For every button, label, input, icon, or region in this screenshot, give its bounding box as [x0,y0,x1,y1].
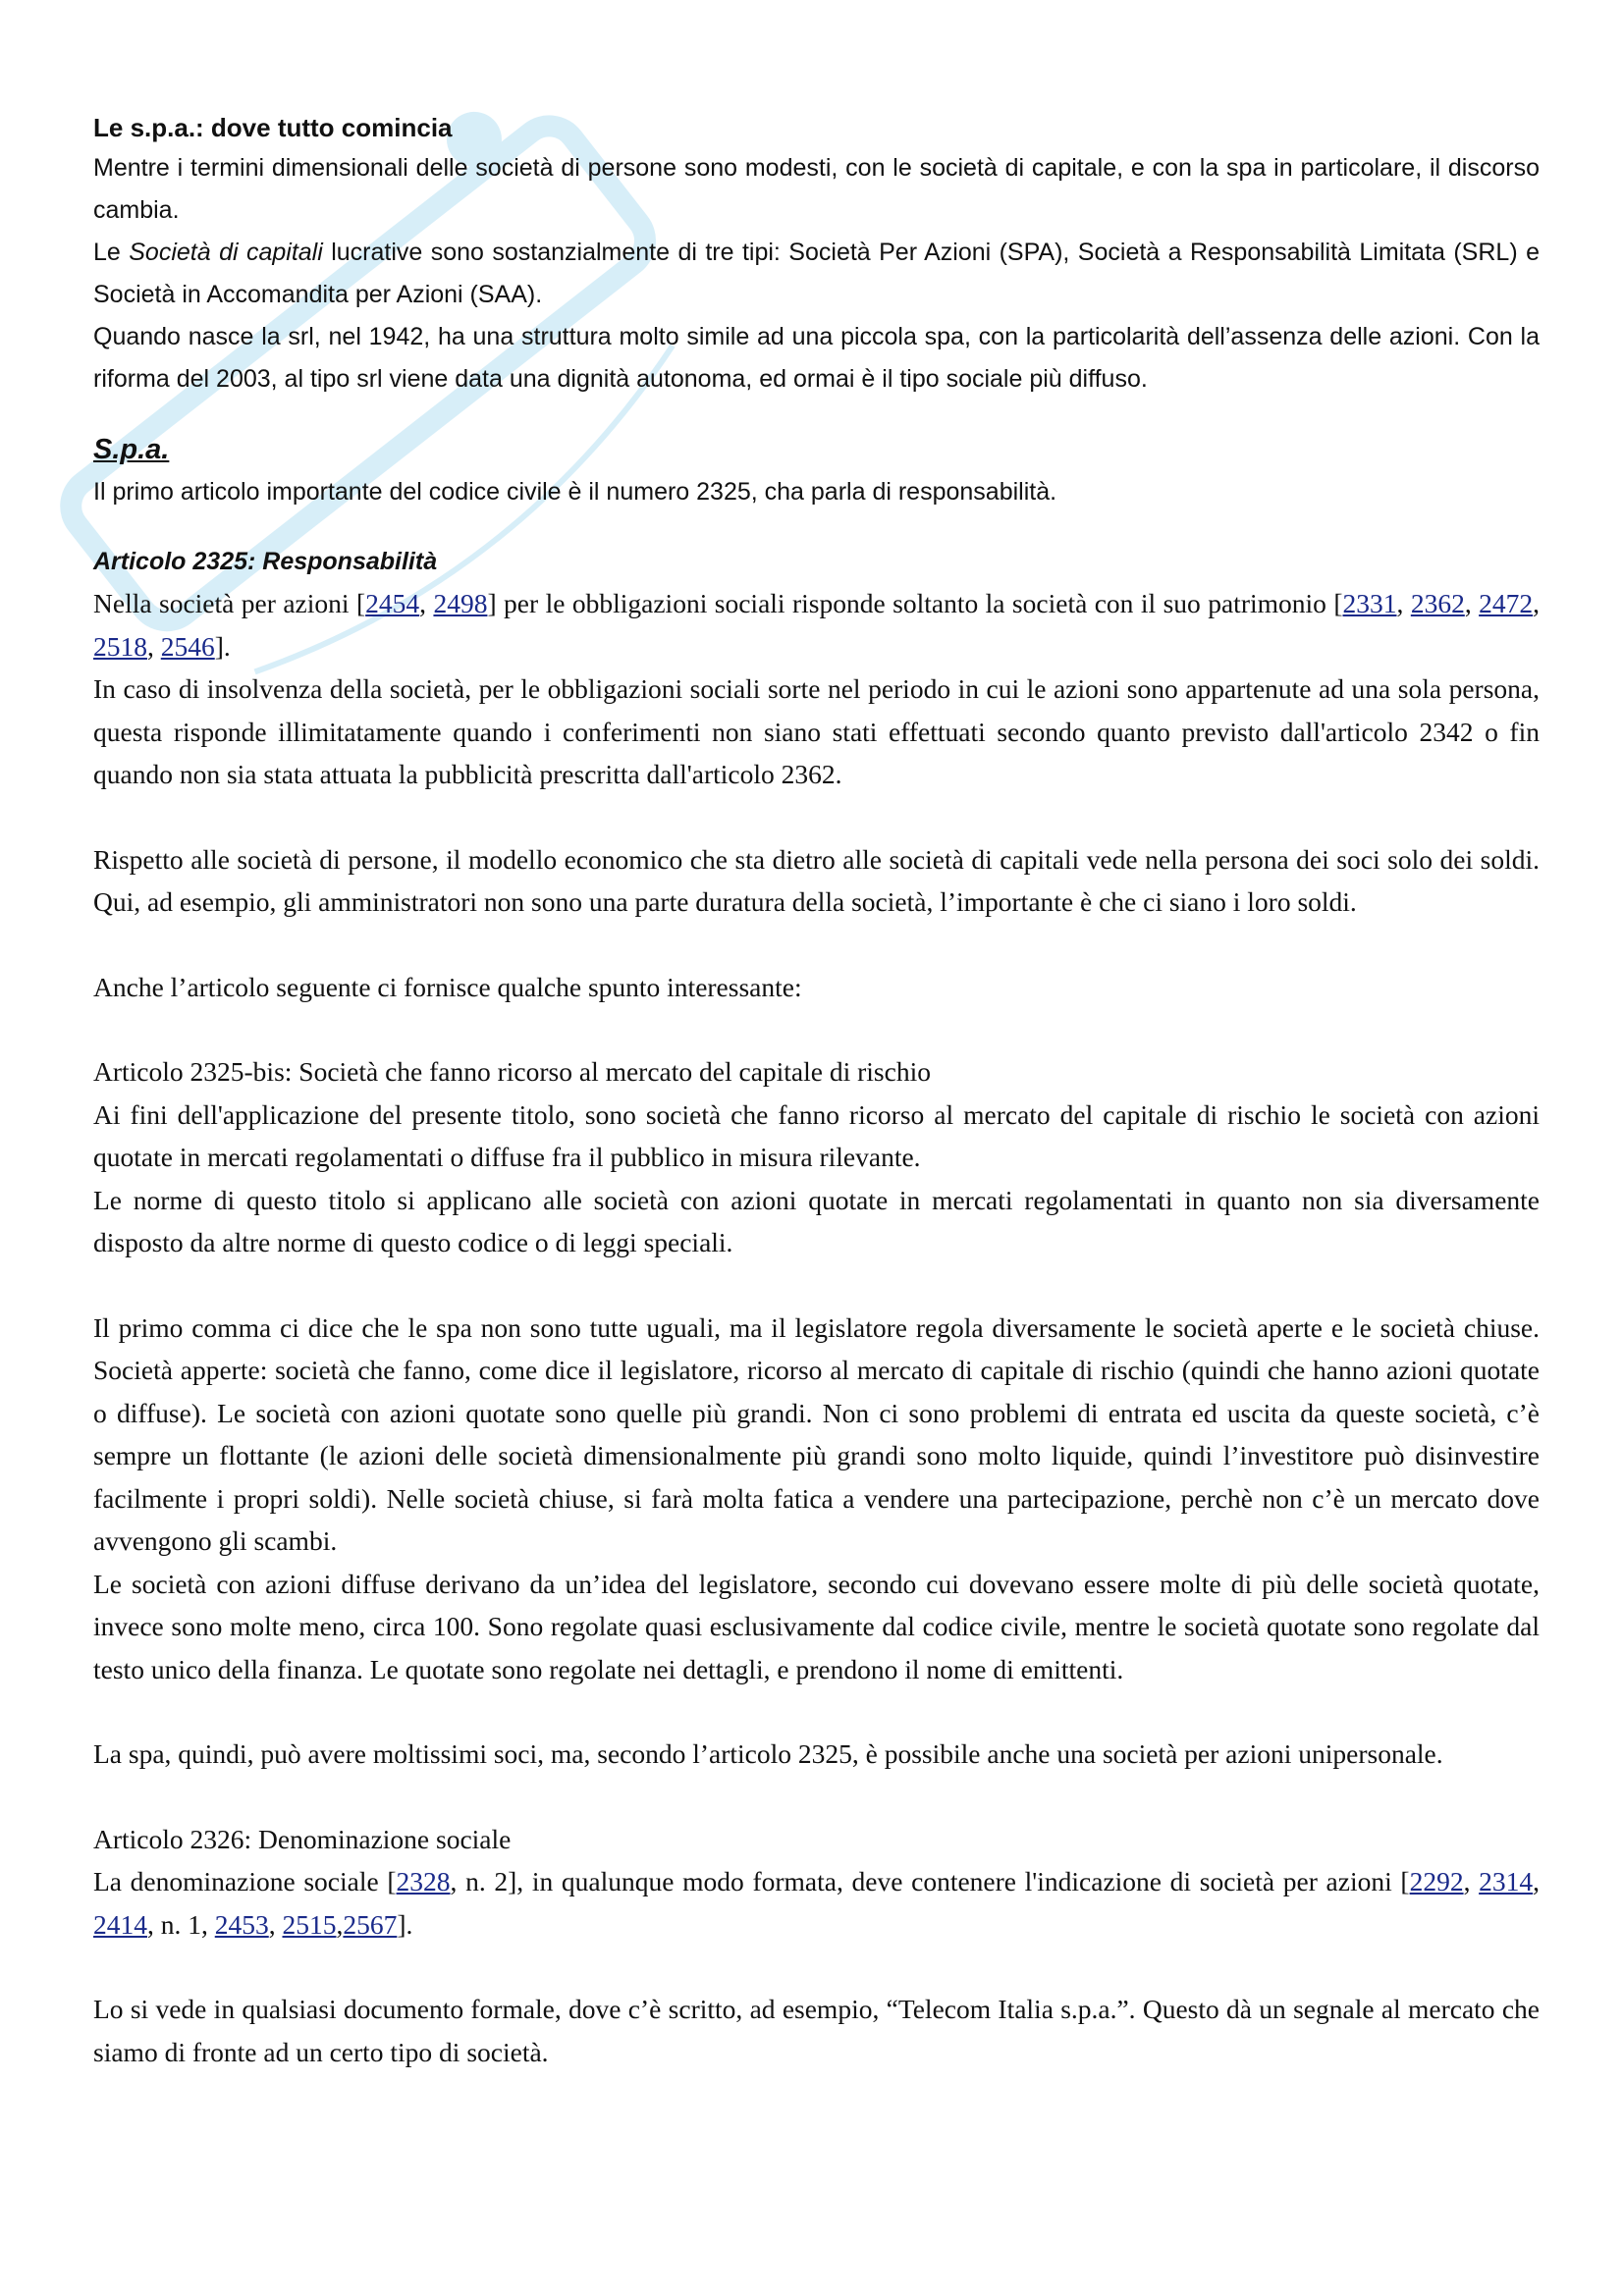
text-run: , [268,1908,283,1940]
document-content [93,108,1540,2073]
spacer [93,1264,1540,1307]
text-run: , [147,630,161,662]
text-run: , [336,1908,344,1940]
ref-link-2453[interactable]: 2453 [214,1908,269,1940]
intro-paragraph-3: Quando nasce la srl, nel 1942, ha una struttura molto simile ad una piccola spa, con la particolarità dell’assenza delle azioni. Con la riforma del 2003, al tipo srl viene data una dignità autonoma, ed ormai è il tipo sociale più diffuso. [93,323,1540,393]
intro-p2-suffix: lucrative sono sostanzialmente di tre tipi: Società Per Azioni (SPA), Società a Responsabilità Limitata (SRL) e Società in Accomandita per Azioni (SAA). [93,239,1540,308]
spacer [93,1008,1540,1050]
ref-link-2328[interactable]: 2328 [396,1866,451,1896]
ref-link-2414[interactable]: 2414 [93,1908,147,1940]
article-2325-heading: Articolo 2325: Responsabilità [93,548,438,575]
text-run: , n. 1, [147,1908,215,1940]
article-2325-bis-paragraph-1: Ai fini dell'applicazione del presente titolo, sono società che fanno ricorso al mercato del capitale di rischio le società con azioni quotate in mercati regolamentati o diffuse fra il pubblico in misura rilevante. [93,1098,1540,1172]
page-title: Le s.p.a.: dove tutto comincia [93,113,453,142]
body-paragraph-4: Le società con azioni diffuse derivano da un’idea del legislatore, secondo cui dovevano essere molte di più delle società quotate, invece sono molte meno, circa 100. Sono regolate quasi esclusivamente dal codice civile, mentre le società quotate sono regolate dal testo unico della finanza. Le quotate sono regolate nei dettagli, e prendono il nome di emittenti. [93,1568,1540,1684]
article-2325-paragraph-2: In caso di insolvenza della società, per le obbligazioni sociali sorte nel periodo in cui le azioni sono appartenute ad una sola persona, questa risponde illimitatamente quando i conferimenti non siano stati effettuati secondo quanto previsto dall'articolo 2342 o fin quando non sia stata attuata la pubblicità prescritta dall'articolo 2362. [93,673,1540,789]
text-run: Nella società per azioni [ [93,588,366,618]
text-run: , [1463,1866,1480,1896]
article-2326-paragraph-2: Lo si vede in qualsiasi documento formale, dove c’è scritto, ad esempio, “Telecom Italia s.p.a.”. Questo dà un segnale al mercato che siamo di fronte ad un certo tipo di società. [93,1994,1540,2067]
spa-paragraph: Il primo articolo importante del codice civile è il numero 2325, cha parla di responsabilità. [93,478,1057,506]
text-run: , [1533,1866,1541,1896]
text-run: ]. [214,630,231,662]
text-run: ]. [397,1908,413,1940]
article-2326-title: Articolo 2326: Denominazione sociale [93,1823,512,1854]
ref-link-2498[interactable]: 2498 [433,588,488,618]
article-2325-paragraph-1 [93,582,1540,667]
text-run: , [1464,588,1480,618]
body-paragraph-3: Il primo comma ci dice che le spa non sono tutte uguali, ma il legislatore regola diversamente le società aperte e le società chiuse. Società apperte: società che fanno, come dice il legislatore, ricorso al mercato di capitale di rischio (quindi che hanno azioni quotate o diffuse). Le società con azioni quotate sono quelle più grandi. Non ci sono problemi di entrata ed uscita da queste società, c’è sempre un flottante (le azioni delle società dimensionalmente più grandi sono molto liquide, quindi l’investitore può disinvestire facilmente i propri soldi). Nelle società chiuse, si farà molta fatica a vendere una partecipazione, perchè non c’è un mercato dove avvengono gli scambi. [93,1311,1540,1556]
intro-p2-prefix: Le [93,239,130,266]
article-2325-bis-title: Articolo 2325-bis: Società che fanno ricorso al mercato del capitale di rischio [93,1056,931,1087]
article-2325-bis-paragraph-2: Le norme di questo titolo si applicano alle società con azioni quotate in mercati regolamentati in quanto non sia diversamente disposto da altre norme di questo codice o di leggi speciali. [93,1184,1540,1257]
section-heading-spa: S.p.a. [93,434,170,465]
spacer [93,1946,1540,1988]
text-run: , [1396,588,1411,618]
ref-link-2567[interactable]: 2567 [343,1908,398,1940]
spacer [93,513,1540,541]
ref-link-2518[interactable]: 2518 [93,630,147,662]
text-run: La denominazione sociale [ [93,1866,397,1896]
spacer [93,796,1540,838]
spacer [93,1690,1540,1733]
ref-link-2515[interactable]: 2515 [282,1908,337,1940]
intro-p2-emphasis: Società di capitali [129,239,323,266]
text-run: , n. 2], in qualunque modo formata, deve contenere l'indicazione di società per azioni [ [450,1866,1410,1896]
text-run: , [419,588,434,618]
body-paragraph-2: Anche l’articolo seguente ci fornisce qualche spunto interessante: [93,971,802,1002]
article-2326-paragraph-1 [93,1860,1540,1946]
text-run: ] per le obbligazioni sociali risponde soltanto la società con il suo patrimonio [ [487,588,1343,618]
ref-link-2546[interactable]: 2546 [160,630,215,662]
ref-link-2362[interactable]: 2362 [1410,588,1465,618]
ref-link-2292[interactable]: 2292 [1409,1866,1464,1896]
body-paragraph-5: La spa, quindi, può avere moltissimi soci, ma, secondo l’articolo 2325, è possibile anche una società per azioni unipersonale. [93,1738,1443,1769]
intro-paragraph-2 [93,232,1540,316]
intro-paragraph-1: Mentre i termini dimensionali delle società di persone sono modesti, con le società di capitale, e con la spa in particolare, il discorso cambia. [93,154,1540,224]
spacer [93,924,1540,966]
ref-link-2454[interactable]: 2454 [365,588,420,618]
text-run: , [1533,588,1540,618]
ref-link-2314[interactable]: 2314 [1479,1866,1534,1896]
spacer [93,1776,1540,1818]
body-paragraph-1: Rispetto alle società di persone, il modello economico che sta dietro alle società di capitali vede nella persona dei soci solo dei soldi. Qui, ad esempio, gli amministratori non sono una parte duratura della società, l’importante è che ci siano i loro soldi. [93,843,1540,917]
spacer [93,400,1540,428]
ref-link-2472[interactable]: 2472 [1479,588,1534,618]
ref-link-2331[interactable]: 2331 [1342,588,1397,618]
